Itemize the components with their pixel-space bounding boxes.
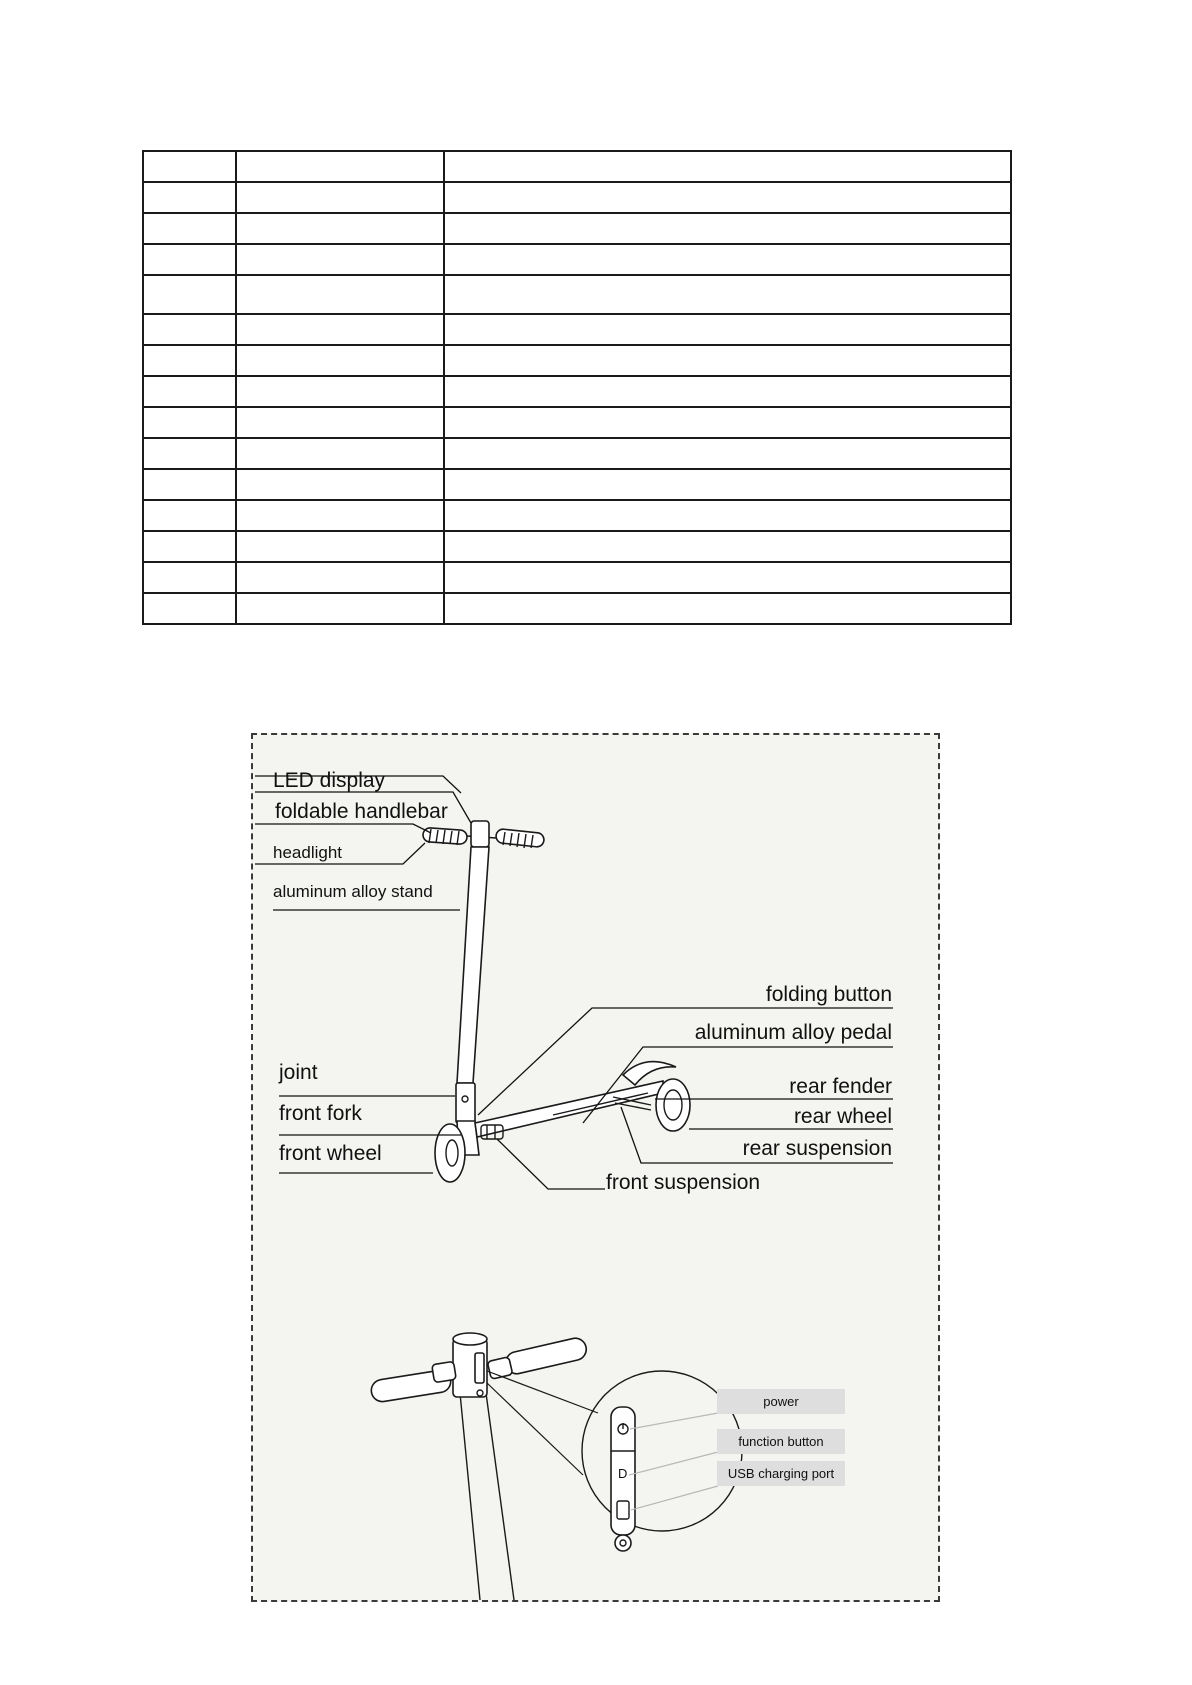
table-row: [143, 314, 1011, 345]
illustration-panel: [251, 733, 940, 1602]
label-foldable-handlebar: foldable handlebar: [275, 800, 448, 823]
led-display-drawing: [471, 821, 489, 847]
table-row: [143, 469, 1011, 500]
spec-table-body: [143, 151, 1011, 624]
table-cell: [143, 562, 236, 593]
label-front-suspension: front suspension: [606, 1171, 761, 1194]
table-row: [143, 407, 1011, 438]
joint-drawing: [456, 1083, 475, 1123]
table-row: [143, 151, 1011, 182]
table-cell: [143, 407, 236, 438]
table-cell: [143, 469, 236, 500]
table-cell: [143, 593, 236, 624]
rear-wheel-drawing: [656, 1079, 690, 1131]
label-usb-charging-port: USB charging port: [727, 1466, 835, 1481]
label-function-button: function button: [738, 1434, 824, 1449]
table-row: [143, 531, 1011, 562]
table-cell: [236, 438, 444, 469]
table-cell: [444, 182, 1011, 213]
label-joint: joint: [279, 1061, 318, 1084]
label-aluminum-alloy-pedal: aluminum alloy pedal: [694, 1021, 892, 1044]
label-led-display: LED display: [273, 769, 386, 792]
table-cell: [143, 213, 236, 244]
table-row: [143, 345, 1011, 376]
table-cell: [143, 275, 236, 314]
table-row: [143, 438, 1011, 469]
label-power: power: [763, 1394, 799, 1409]
table-row: [143, 376, 1011, 407]
table-cell: [444, 213, 1011, 244]
table-cell: [236, 593, 444, 624]
table-row: [143, 593, 1011, 624]
table-cell: [236, 213, 444, 244]
table-cell: [236, 244, 444, 275]
table-cell: [143, 531, 236, 562]
table-cell: [444, 314, 1011, 345]
table-cell: [143, 244, 236, 275]
table-cell: [444, 376, 1011, 407]
label-aluminum-alloy-stand: aluminum alloy stand: [273, 882, 433, 901]
scooter-illustration: [253, 735, 938, 1600]
table-row: [143, 213, 1011, 244]
function-button-letter: D: [618, 1466, 628, 1481]
table-cell: [236, 407, 444, 438]
label-front-fork: front fork: [279, 1102, 362, 1125]
table-cell: [236, 314, 444, 345]
table-cell: [236, 531, 444, 562]
table-row: [143, 244, 1011, 275]
table-cell: [143, 151, 236, 182]
left-grip-drawing: [370, 1361, 457, 1403]
table-row: [143, 562, 1011, 593]
control-panel-drawing: [370, 1333, 742, 1600]
table-cell: [444, 407, 1011, 438]
label-rear-fender: rear fender: [789, 1075, 892, 1098]
table-cell: [444, 438, 1011, 469]
table-cell: [143, 438, 236, 469]
control-panel-labels: [629, 1389, 845, 1510]
front-wheel-drawing: [435, 1124, 465, 1182]
table-cell: [444, 531, 1011, 562]
table-cell: [444, 345, 1011, 376]
label-folding-button: folding button: [765, 983, 892, 1006]
label-rear-suspension: rear suspension: [742, 1137, 892, 1160]
table-cell: [444, 562, 1011, 593]
table-cell: [143, 182, 236, 213]
table-cell: [236, 500, 444, 531]
stand-drawing: [457, 847, 489, 1083]
table-cell: [236, 345, 444, 376]
right-grip-drawing: [487, 1336, 588, 1379]
table-cell: [236, 275, 444, 314]
scooter-labels: [273, 769, 892, 1194]
label-headlight: headlight: [273, 843, 343, 862]
table-row: [143, 275, 1011, 314]
label-front-wheel: front wheel: [279, 1142, 382, 1165]
table-cell: [444, 500, 1011, 531]
table-cell: [236, 376, 444, 407]
table-cell: [444, 469, 1011, 500]
table-cell: [143, 500, 236, 531]
table-cell: [444, 593, 1011, 624]
table-cell: [444, 151, 1011, 182]
table-cell: [143, 314, 236, 345]
table-cell: [236, 469, 444, 500]
table-row: [143, 500, 1011, 531]
table-cell: [236, 151, 444, 182]
table-cell: [236, 182, 444, 213]
table-row: [143, 182, 1011, 213]
table-cell: [143, 376, 236, 407]
scooter-drawing: [423, 821, 690, 1182]
table-cell: [236, 562, 444, 593]
table-cell: [444, 275, 1011, 314]
table-cell: [444, 244, 1011, 275]
spec-table: [142, 150, 1012, 625]
table-cell: [143, 345, 236, 376]
label-rear-wheel: rear wheel: [793, 1105, 892, 1128]
